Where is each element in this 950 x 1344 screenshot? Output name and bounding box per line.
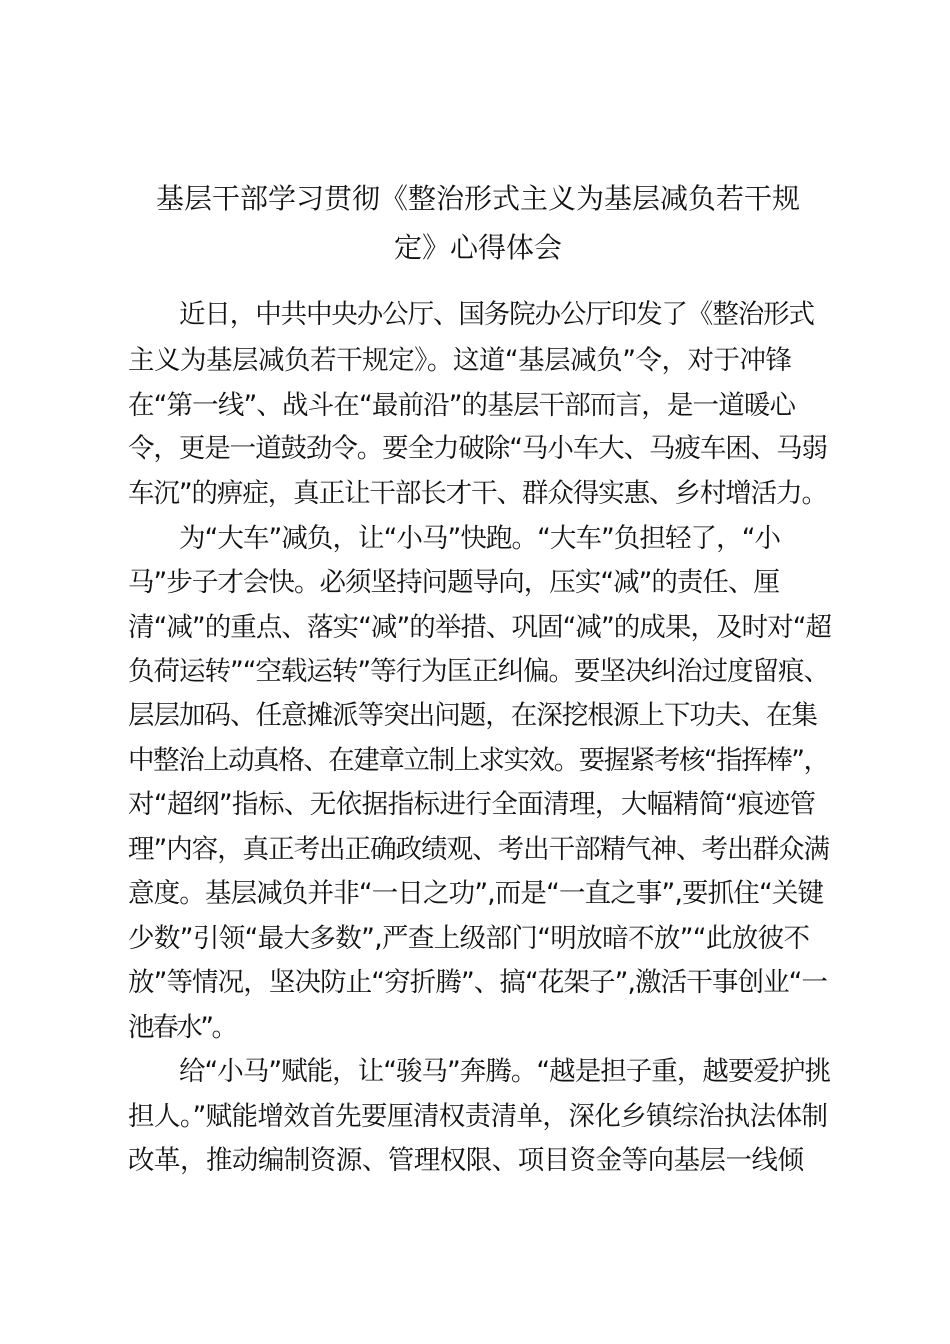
paragraph-line: 改革，推动编制资源、管理权限、项目资金等向基层一线倾	[128, 1145, 804, 1176]
paragraph-line: 为“大车”减负，让“小马”快跑。“大车”负担轻了，“小	[179, 523, 781, 554]
paragraph-line: 意度。基层减负并非“一日之功”,而是“一直之事”,要抓住“关键	[128, 878, 824, 909]
paragraph-line: 主义为基层减负若干规定》。这道“基层减负”令，对于冲锋	[128, 345, 792, 376]
paragraph-line: 池春水”。	[128, 1012, 236, 1043]
paragraph-line: 车沉”的痹症，真正让干部长才干、群众得实惠、乡村增活力。	[128, 478, 827, 509]
paragraph-line: 近日，中共中央办公厅、国务院办公厅印发了《整治形式	[179, 299, 814, 330]
paragraph-line: 马”步子才会快。必须坚持问题导向，压实“减”的责任、厘	[128, 567, 780, 598]
paragraph-line: 层层加码、任意摊派等突出问题，在深挖根源上下功夫、在集	[128, 700, 818, 731]
document-title-line-2: 定》心得体会	[393, 231, 562, 264]
document-title-line-1: 基层干部学习贯彻《整治形式主义为基层减负若干规	[155, 182, 800, 215]
paragraph-line: 少数”引领“最大多数”,严查上级部门“明放暗不放”“此放彼不	[128, 923, 810, 954]
paragraph-line: 负荷运转”“空载运转”等行为匡正纠偏。要坚决纠治过度留痕、	[128, 656, 829, 687]
paragraph-line: 清“减”的重点、落实“减”的举措、巩固“减”的成果，及时对“超	[128, 612, 832, 643]
paragraph-line: 理”内容，真正考出正确政绩观、考出干部精气神、考出群众满	[128, 834, 829, 865]
paragraph-line: 令，更是一道鼓劲令。要全力破除“马小车大、马疲车困、马弱	[128, 433, 827, 464]
paragraph-line: 担人。”赋能增效首先要厘清权责清单，深化乡镇综治执法体制	[128, 1101, 828, 1132]
paragraph-line: 给“小马”赋能，让“骏马”奔腾。“越是担子重，越要爱护挑	[179, 1056, 831, 1087]
paragraph-line: 放”等情况，坚决防止“穷折腾”、搞“花架子”,激活干事创业“一	[128, 967, 828, 998]
paragraph-line: 中整治上动真格、在建章立制上求实效。要握紧考核“指挥棒”，	[128, 745, 829, 776]
paragraph-line: 对“超纲”指标、无依据指标进行全面清理，大幅精简“痕迹管	[128, 789, 816, 820]
paragraph-line: 在“第一线”、战斗在“最前沿”的基层干部而言，是一道暖心	[128, 390, 796, 421]
